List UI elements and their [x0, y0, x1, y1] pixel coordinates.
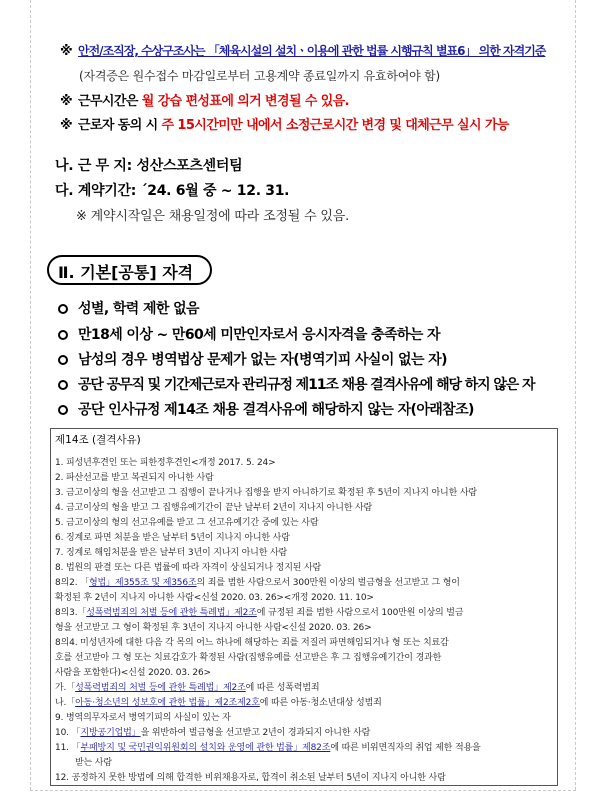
qualification-item	[58, 349, 447, 369]
note-hours-highlight: 월 강습 편성표에 의거 변경될 수 있음.	[141, 94, 349, 109]
law-link[interactable]: 부패방지 및 국민권익위원회의 설치와 운영에 관한 법률」제82조	[80, 743, 331, 753]
qualification-text: 공단 인사규정 제14조 채용 결격사유에 해당하지 않는 자(아래참조)	[78, 402, 474, 418]
list-item: 나.「아동·청소년의 성보호에 관한 법률」제2조제2호에 따른 아동·청소년대상 성범죄	[55, 698, 382, 708]
disqualification-title: 제14조 (결격사유)	[55, 434, 141, 446]
list-item: 1. 피성년후견인 또는 피한정후견인<개정 2017. 5. 24>	[55, 458, 276, 468]
list-item: 5. 금고이상의 형의 선고유예를 받고 그 선고유예기간 중에 있는 사람	[55, 518, 319, 528]
reference-mark-icon: ※	[60, 94, 73, 109]
list-item: 12. 공정하지 못한 방법에 의해 합격한 비위채용자로, 합격이 취소된 날부터 5년이 지나지 아니한 사람	[55, 773, 446, 783]
qualification-item	[58, 324, 440, 344]
contract-period	[55, 180, 289, 200]
list-item: 8의3.「성폭력범죄의 처벌 등에 관한 특례법」제2조에 규정된 죄를 범한 사람으로서 100만원 이상의 벌금	[55, 608, 464, 618]
list-item: 확정된 후 2년이 지나지 아니한 사람<신설 2020. 03. 26><개정 2020. 11. 10>	[55, 593, 374, 603]
qualification-item	[58, 298, 199, 318]
work-location	[55, 155, 242, 175]
list-item: 3. 금고이상의 형을 선고받고 그 집행이 끝나거나 집행을 받지 아니하기로 확정된 후 5년이 지나지 아니한 사람	[55, 488, 477, 498]
contract-period-value: ´24. 6월 중 ~ 12. 31.	[140, 183, 290, 199]
note-qualification-sub: (자격증은 원수접수 마감일로부터 고용계약 종료일까지 유효하여야 함)	[79, 69, 441, 83]
note-hours-prefix: 근무시간은	[78, 94, 142, 109]
circle-bullet-icon	[58, 380, 68, 390]
note-consent-highlight: 주 15시간미만 내에서 소정근로시간 변경 및 대체근무 실시 가능	[161, 118, 509, 133]
list-item: 받는 사람	[75, 758, 112, 768]
list-item: 8의2. 「형법」제355조 및 제356조의 죄를 범한 사람으로서 300만원 이상의 벌금형을 선고받고 그 형이	[55, 578, 460, 588]
list-item: 7. 징계로 해임처분을 받은 날부터 3년이 지나지 아니한 사람	[55, 548, 288, 558]
note-qualification-text: 안전/조직장, 수상구조사는 「체육시설의 설치ㆍ이용에 관한 법률 시행규칙 별표6」 의한 자격기준	[78, 44, 546, 58]
note-consent-prefix: 근로자 동의 시	[78, 118, 162, 133]
law-link[interactable]: 지방공기업법」	[80, 728, 141, 738]
law-link[interactable]: 형법」제355조 및 제356조	[88, 578, 197, 588]
qualification-item	[58, 399, 474, 419]
qualification-text: 남성의 경우 병역법상 문제가 없는 자(병역기피 사실이 없는 자)	[78, 352, 447, 368]
list-item: 8. 법원의 판결 또는 다른 법률에 따라 자격이 상실되거나 정지된 사람	[55, 563, 322, 573]
list-item: 형을 선고받고 그 형이 확정된 후 3년이 지나지 아니한 사람<신설 2020. 03. 26>	[55, 623, 372, 633]
reference-mark-icon: ※	[60, 118, 73, 133]
law-link[interactable]: 성폭력범죄의 처벌 등에 관한 특례법」제2조	[75, 683, 246, 693]
contract-period-label: 다. 계약기간:	[55, 183, 141, 199]
qualification-text: 만18세 이상 ~ 만60세 미만인자로서 응시자격을 충족하는 자	[78, 327, 440, 343]
law-link[interactable]: 성폭력범죄의 처벌 등에 관한 특례법」제2조	[86, 608, 257, 618]
list-item: 2. 파산선고를 받고 복권되지 아니한 사람	[55, 473, 214, 483]
circle-bullet-icon	[58, 304, 68, 314]
work-location-label: 나. 근 무 지:	[55, 158, 137, 174]
list-item: 4. 금고이상의 형을 받고 그 집행유예기간이 끝난 날부터 2년이 지나지 아니한 사람	[55, 503, 373, 513]
work-location-value: 성산스포츠센터팀	[136, 158, 243, 174]
qualification-item	[58, 374, 534, 394]
list-item: 사람을 포함한다)<신설 2020. 03. 26>	[55, 668, 211, 678]
list-item: 10. 「지방공기업법」을 위반하여 벌금형을 선고받고 2년이 경과되지 아니한 사람	[55, 728, 371, 738]
reference-mark-icon: ※	[60, 44, 73, 59]
list-item: 6. 징계로 파면 처분을 받은 날부터 5년이 지나지 아니한 사람	[55, 533, 290, 543]
note-qualification	[60, 42, 545, 59]
qualification-text: 성별, 학력 제한 없음	[78, 301, 199, 317]
qualification-text: 공단 공무직 및 기간제근로자 관리규정 제11조 채용 결격사유에 해당 하지 않은 자	[78, 377, 535, 393]
list-item: 9. 병역의무자로서 병역기피의 사실이 있는 자	[55, 713, 231, 723]
circle-bullet-icon	[58, 405, 68, 415]
section-heading: Ⅱ. 기본[공통] 자격	[58, 263, 194, 282]
note-consent	[60, 114, 509, 133]
list-item: 11. 「부패방지 및 국민권익위원회의 설치와 운영에 관한 법률」제82조에 따른 비위면직자의 취업 제한 적용을	[55, 743, 481, 753]
circle-bullet-icon	[58, 355, 68, 365]
circle-bullet-icon	[58, 330, 68, 340]
law-link[interactable]: 아동·청소년의 성보호에 관한 법률」제2조제2호	[75, 698, 260, 708]
list-item: 가.「성폭력범죄의 처벌 등에 관한 특례법」제2조에 따른 성폭력범죄	[55, 683, 320, 693]
page-bottom-border	[30, 790, 576, 791]
note-hours	[60, 90, 349, 109]
contract-period-note: ※ 계약시작일은 채용일정에 따라 조정될 수 있음.	[76, 209, 350, 224]
list-item: 8의4. 미성년자에 대한 다음 각 목의 어느 하나에 해당하는 죄를 저질러 파면해임되거나 형 또는 치료감	[55, 638, 449, 648]
list-item: 호를 선고받아 그 형 또는 치료감호가 확정된 사람(집행유예를 선고받은 후 그 집행유예기간이 경과한	[55, 653, 442, 663]
